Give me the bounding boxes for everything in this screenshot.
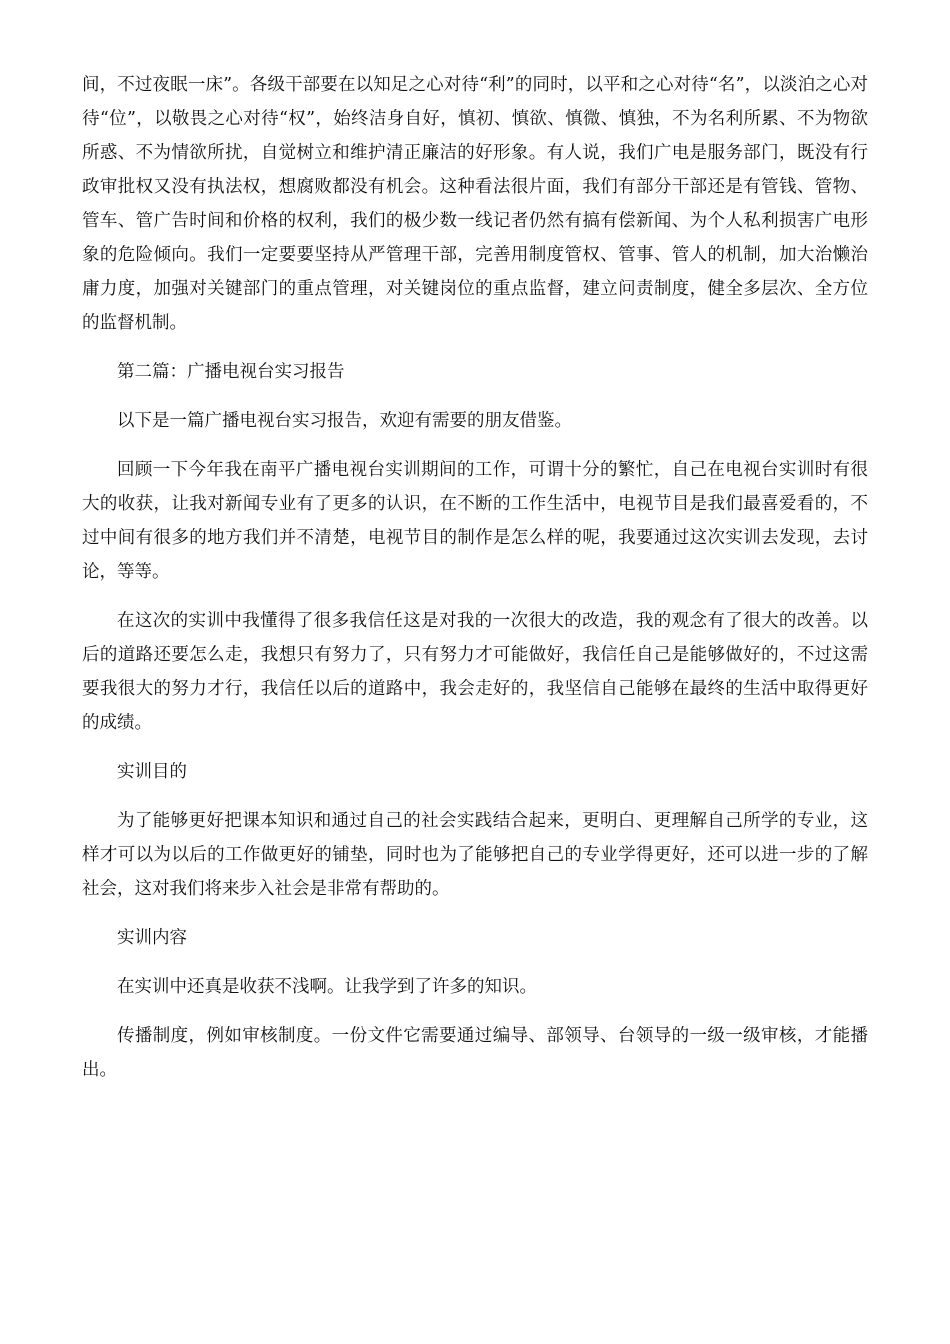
paragraph-content-2: 传播制度，例如审核制度。一份文件它需要通过编导、部领导、台领导的一级一级审核，才能播出。 [82, 1026, 868, 1080]
paragraph-content-1: 在实训中还真是收获不浅啊。让我学到了许多的知识。 [117, 977, 537, 997]
paragraph-review: 回顾一下今年我在南平广播电视台实训期间的工作，可谓十分的繁忙，自己在电视台实训时有很大的收获，让我对新闻专业有了更多的认识，在不断的工作生活中，电视节目是我们最喜爱看的，不过中间有很多的地方我们并不清楚，电视节目的制作是怎么样的呢，我要通过这次实训去发现，去讨论，等等。 [82, 460, 868, 582]
paragraph-learned: 在这次的实训中我懂得了很多我信任这是对我的一次很大的改造，我的观念有了很大的改善。以后的道路还要怎么走，我想只有努力了，只有努力才可能做好，我信任自己是能够做好的，不过这需要我很大的努力才行，我信任以后的道路中，我会走好的，我坚信自己能够在最终的生活中取得更好的成绩。 [82, 611, 868, 733]
paragraph-purpose: 为了能够更好把课本知识和通过自己的社会实践结合起来，更明白、更理解自己所学的专业，这样才可以为以后的工作做更好的铺垫，同时也为了能够把自己的专业学得更好，还可以进一步的了解社会，这对我们将来步入社会是非常有帮助的。 [82, 811, 868, 899]
document-page [82, 68, 868, 1102]
paragraph-anti-corruption: 间，不过夜眠一床”。各级干部要在以知足之心对待“利”的同时，以平和之心对待“名”，以淡泊之心对待“位”，以敬畏之心对待“权”，始终洁身自好，慎初、慎欲、慎微、慎独，不为名利所累、不为物欲所惑、不为情欲所扰，自觉树立和维护清正廉洁的好形象。有人说，我们广电是服务部门，既没有行政审批权又没有执法权，想腐败都没有机会。这种看法很片面，我们有部分干部还是有管钱、管物、管车、管广告时间和价格的权利，我们的极少数一线记者仍然有搞有偿新闻、为个人私利损害广电形象的危险倾向。我们一定要要坚持从严管理干部，完善用制度管权、管事、管人的机制，加大治懒治庸力度，加强对关键部门的重点管理，对关键岗位的重点监督，建立问责制度，健全多层次、全方位的监督机制。 [82, 75, 868, 333]
section-heading-part2: 第二篇：广播电视台实习报告 [117, 362, 345, 382]
paragraph-intro: 以下是一篇广播电视台实习报告，欢迎有需要的朋友借鉴。 [117, 411, 572, 431]
section-heading-content: 实训内容 [117, 928, 187, 948]
section-heading-purpose: 实训目的 [117, 762, 187, 782]
